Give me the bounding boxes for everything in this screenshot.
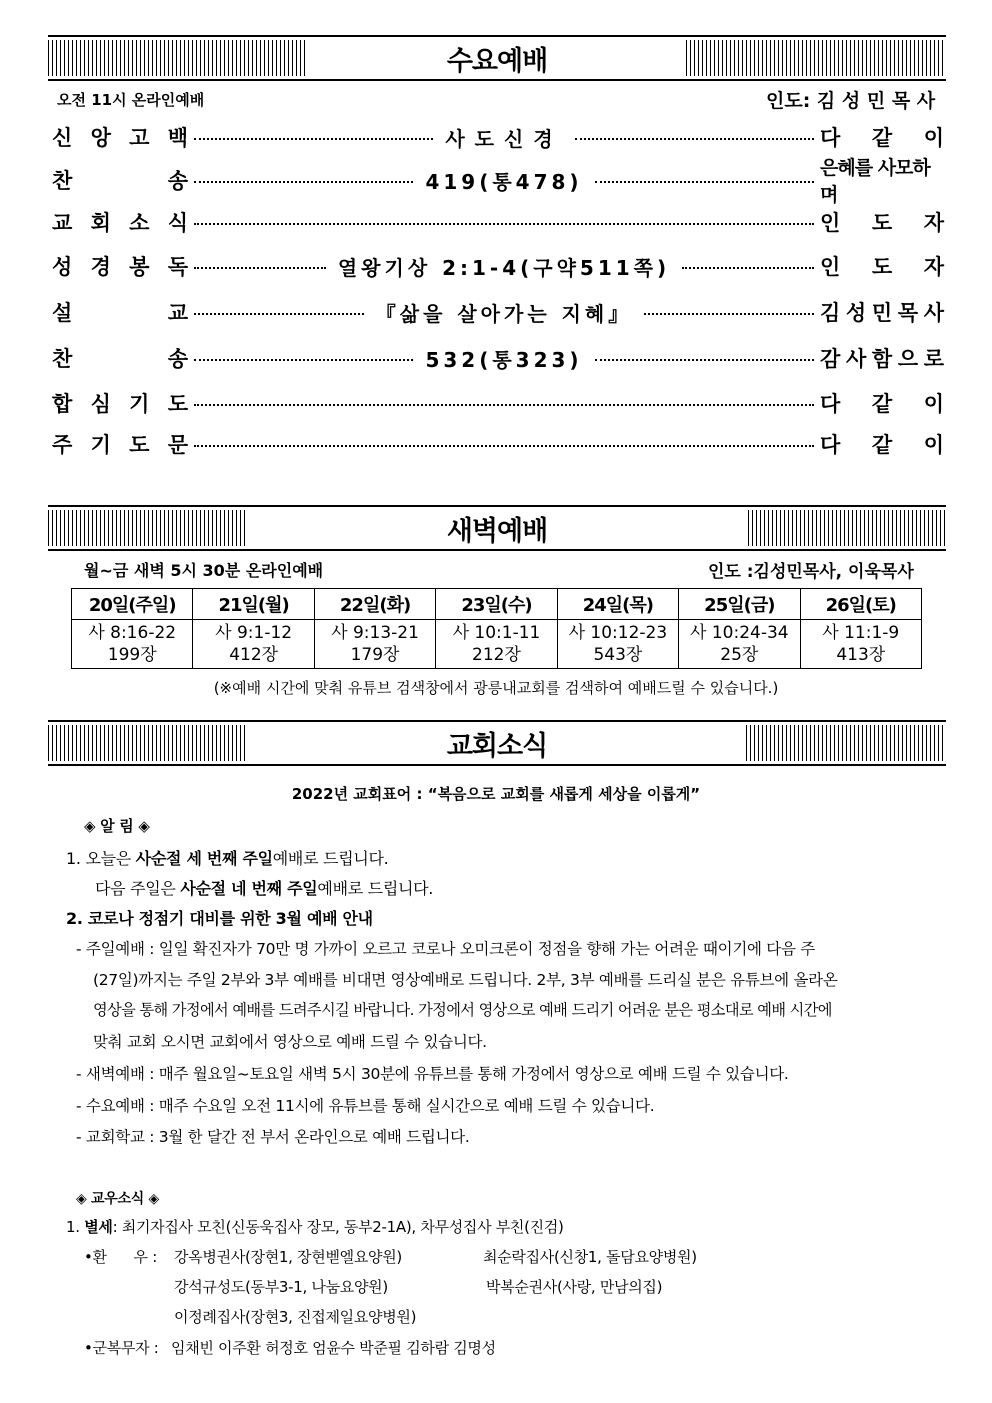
leader-dots: [194, 359, 413, 361]
day-header: 21일(월): [193, 589, 314, 620]
dawn-time: 월~금 새벽 5시 30분 온라인예배: [84, 561, 324, 580]
order-content: 『삶을 살아가는 지혜』: [375, 301, 633, 326]
member-item-1: [66, 1216, 564, 1237]
notice-line: - 수요예배 : 매주 수요일 오전 11시에 유튜브를 통해 실시간으로 예배 드릴 수 있습니다.: [76, 1097, 655, 1115]
order-content: 419(통478): [425, 169, 583, 194]
notice-line: 맞춰 교회 오시면 교회에서 영상으로 예배 드릴 수 있습니다.: [93, 1033, 487, 1051]
order-resp: 다 같 이: [820, 392, 944, 416]
passage: 사 10:12-23: [568, 623, 668, 643]
order-label: 합 심 기 도: [52, 392, 188, 416]
passage: 사 9:1-12: [215, 623, 293, 643]
table-row: [72, 620, 922, 669]
notice-line: 영상을 통해 가정에서 예배를 드려주시길 바랍니다. 가정에서 영상으로 예배 드리기 어려운 분은 평소대로 예배 시간에: [93, 1001, 832, 1019]
wed-title: 수요예배: [446, 45, 548, 77]
leader-dots: [595, 181, 814, 183]
order-label: 설 교: [52, 301, 188, 325]
hymn: 212장: [472, 645, 521, 665]
order-row: [52, 122, 944, 152]
leader-dots: [194, 138, 433, 140]
hymn: 412장: [229, 645, 279, 665]
order-label: 주 기 도 문: [52, 433, 188, 457]
order-resp: 은혜를 사모하며: [820, 157, 930, 206]
news-title: 교회소식: [446, 730, 548, 762]
order-row: [52, 297, 944, 327]
notice-line: - 주일예배 : 일일 확진자가 70만 명 가까이 오르고 코로나 오미크론이 정점을 향해 가는 어려운 때이기에 다음 주: [76, 940, 815, 958]
day-header: 23일(수): [436, 589, 557, 620]
member-emphasis: 별세: [84, 1218, 113, 1236]
leader-dots: [682, 267, 814, 269]
order-label: 성 경 봉 독: [52, 255, 188, 279]
schedule-cell: [193, 620, 314, 669]
patients-label: •환 우 :: [84, 1248, 157, 1266]
notice-text: 예배로 드립니다.: [317, 879, 434, 898]
schedule-cell: [72, 620, 193, 669]
wed-leader: 인도: 김 성 민 목 사: [766, 90, 936, 112]
dawn-title: 새벽예배: [446, 515, 548, 547]
member-news-heading: ◈ 교우소식 ◈: [76, 1191, 159, 1207]
notice-item-1b: [95, 876, 433, 899]
order-resp: 다 같 이: [820, 433, 944, 457]
notice-item-2: 2. 코로나 정점기 대비를 위한 3월 예배 안내: [66, 909, 373, 928]
day-header: 22일(화): [314, 589, 435, 620]
leader-dots: [194, 404, 814, 406]
patient-entry: 박복순권사(사랑, 만남의집): [486, 1278, 663, 1296]
patient-entry: 강옥병권사(장현1, 장현벧엘요양원): [174, 1248, 402, 1266]
order-resp: 인 도 자: [820, 211, 944, 235]
leader-dots: [194, 267, 326, 269]
order-row: [52, 388, 944, 418]
member-text: 1.: [66, 1218, 85, 1236]
notice-text: 예배로 드립니다.: [272, 849, 389, 868]
schedule-cell: [557, 620, 678, 669]
order-resp: 다 같 이: [820, 126, 944, 150]
order-label: 찬 송: [52, 347, 188, 371]
passage: 사 9:13-21: [331, 623, 419, 643]
patient-entry: 강석규성도(동부3-1, 나눔요양원): [174, 1278, 388, 1296]
military-label: •군복무자 :: [84, 1339, 159, 1357]
patient-entry: 최순락집사(신창1, 돌담요양병원): [483, 1248, 697, 1266]
notice-item-1: [66, 846, 388, 869]
order-content: 사도신경: [445, 126, 563, 151]
day-header: 26일(토): [800, 589, 921, 620]
notice-emphasis: 사순절 세 번째 주일: [135, 849, 273, 868]
notice-emphasis: 사순절 네 번째 주일: [180, 879, 318, 898]
order-content: 열왕기상 2:1-4(구약511쪽): [337, 255, 671, 280]
leader-dots: [644, 313, 814, 315]
notice-line: - 교회학교 : 3월 한 달간 전 부서 온라인으로 예배 드립니다.: [76, 1128, 470, 1146]
news-section-header: [48, 720, 946, 766]
order-label: 찬 송: [52, 169, 188, 193]
order-row: [52, 429, 944, 459]
order-row: [52, 157, 944, 206]
notice-text: 다음 주일은: [95, 879, 181, 898]
order-resp: 감 사 함 으 로: [820, 347, 944, 371]
order-row: [52, 207, 944, 237]
notice-line: - 새벽예배 : 매주 월요일~토요일 새벽 5시 30분에 유튜브를 통해 가정에서 영상으로 예배 드릴 수 있습니다.: [76, 1065, 789, 1083]
day-header: 25일(금): [679, 589, 800, 620]
notice-heading: ◈ 알 림 ◈: [84, 817, 150, 835]
leader-dots: [575, 138, 814, 140]
table-header-row: [72, 589, 922, 620]
schedule-cell: [436, 620, 557, 669]
schedule-cell: [314, 620, 435, 669]
dawn-schedule-table: [71, 588, 922, 669]
military-list: 임채빈 이주환 허정호 엄윤수 박준필 김하람 김명성: [171, 1339, 496, 1357]
wed-time: 오전 11시 온라인예배: [57, 91, 205, 109]
day-header: 20일(주일): [72, 589, 193, 620]
hymn: 199장: [107, 645, 157, 665]
passage: 사 8:16-22: [88, 623, 177, 643]
hymn: 543장: [593, 645, 643, 665]
leader-dots: [194, 313, 364, 315]
order-label: 신 앙 고 백: [52, 126, 188, 150]
day-header: 24일(목): [557, 589, 678, 620]
hymn: 413장: [836, 645, 886, 665]
leader-dots: [194, 445, 814, 447]
order-row: [52, 251, 944, 281]
wed-section-header: [48, 35, 946, 81]
dawn-leader: 인도 :김성민목사, 이욱목사: [708, 562, 914, 582]
notice-line: (27일)까지는 주일 2부와 3부 예배를 비대면 영상예배로 드립니다. 2부, 3부 예배를 드리실 분은 유튜브에 올라온: [93, 971, 838, 989]
hymn: 179장: [350, 645, 400, 665]
order-content: 532(통323): [425, 347, 583, 372]
patient-entry: 이정례집사(장현3, 진접제일요양병원): [174, 1308, 417, 1326]
dawn-section-header: [48, 505, 946, 551]
order-resp: 인 도 자: [820, 255, 944, 279]
church-motto: 2022년 교회표어 : “복음으로 교회를 새롭게 세상을 이롭게”: [291, 785, 701, 803]
notice-text: 1. 오늘은: [66, 849, 136, 868]
order-resp: 김 성 민 목 사: [820, 301, 944, 325]
leader-dots: [194, 223, 814, 225]
schedule-cell: [679, 620, 800, 669]
leader-dots: [194, 181, 413, 183]
order-label: 교 회 소 식: [52, 211, 188, 235]
member-text: : 최기자집사 모친(신동욱집사 장모, 동부2-1A), 차무성집사 부친(진검): [112, 1218, 564, 1236]
passage: 사 11:1-9: [822, 623, 900, 643]
order-row: [52, 343, 944, 373]
schedule-cell: [800, 620, 921, 669]
leader-dots: [595, 359, 814, 361]
passage: 사 10:24-34: [690, 623, 789, 643]
passage: 사 10:1-11: [452, 623, 541, 643]
hymn: 25장: [720, 645, 759, 665]
youtube-note: (※예배 시간에 맞춰 유튜브 검색창에서 광릉내교회를 검색하여 예배드릴 수 있습니다.): [213, 679, 779, 697]
